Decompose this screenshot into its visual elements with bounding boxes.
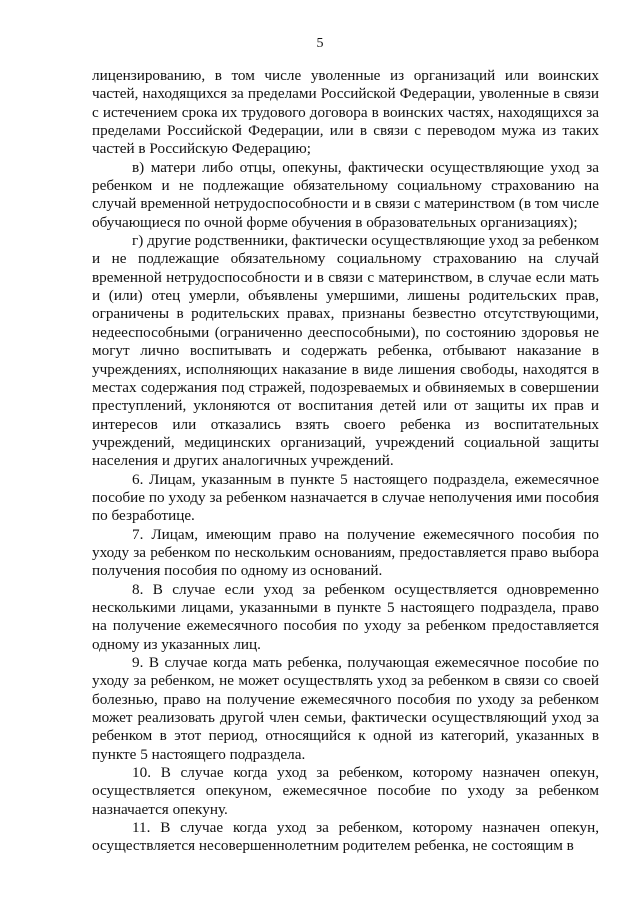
paragraph-8: 8. В случае если уход за ребенком осуществляется одновременно несколькими лицами, указанными в пункте 5 настоящего подраздела, право на получение ежемесячного пособия по уходу за ребенком предоставляется одному из указанных лиц. <box>92 580 599 653</box>
paragraph-item-g: г) другие родственники, фактически осуществляющие уход за ребенком и не подлежащие обязательному социальному страхованию на случай временной нетрудоспособности и в связи с материнством, в случае если мать и (или) отец умерли, объявлены умершими, лишены родительских прав, ограничены в родительских правах, признаны безвестно отсутствующими, недееспособными (ограниченно дееспособными), по состоянию здоровья не могут лично воспитывать и содержать ребенка, отбывают наказание в учреждениях, исполняющих наказание в виде лишения свободы, находятся в местах содержания под стражей, подозреваемых и обвиняемых в совершении преступлений, уклоняются от воспитания детей или от защиты их прав и интересов или отказались взять своего ребенка из воспитательных учреждений, медицинских организаций, учреждений социальной защиты населения и других аналогичных учреждений. <box>92 232 599 470</box>
paragraph-10: 10. В случае когда уход за ребенком, которому назначен опекун, осуществляется опекуном, ежемесячное пособие по уходу за ребенком назначается опекуну. <box>92 764 599 818</box>
paragraph-6: 6. Лицам, указанным в пункте 5 настоящего подраздела, ежемесячное пособие по уходу за ребенком назначается в случае неполучения ими пособия по безработице. <box>92 470 599 525</box>
paragraph-11: 11. В случае когда уход за ребенком, которому назначен опекун, осуществляется несовершеннолетним родителем ребенка, не состоящим в <box>92 819 599 855</box>
paragraph-continuation: лицензированию, в том числе уволенные из организаций или воинских частей, находящихся за пределами Российской Федерации, уволенные в связи с истечением срока их трудового договора в воинских частях, находящихся за пределами Российской Федерации, или в связи с переводом мужа из таких частей в Российскую Федерацию; <box>92 67 599 158</box>
paragraph-item-v: в) матери либо отцы, опекуны, фактически осуществляющие уход за ребенком и не подлежащие обязательному социальному страхованию на случай временной нетрудоспособности и в связи с материнством (в том числе обучающиеся по очной форме обучения в образовательных организациях); <box>92 158 599 231</box>
document-body <box>92 67 599 856</box>
page-number: 5 <box>316 36 324 51</box>
paragraph-7: 7. Лицам, имеющим право на получение ежемесячного пособия по уходу за ребенком по нескольким основаниям, предоставляется право выбора получения пособия по одному из оснований. <box>92 525 599 580</box>
paragraph-9: 9. В случае когда мать ребенка, получающая ежемесячное пособие по уходу за ребенком, не может осуществлять уход за ребенком в связи со своей болезнью, право на получение ежемесячного пособия по уходу за ребенком может реализовать другой член семьи, фактически осуществляющий уход за ребенком в этот период, относящийся к одной из категорий, указанных в пункте 5 настоящего подраздела. <box>92 654 599 763</box>
